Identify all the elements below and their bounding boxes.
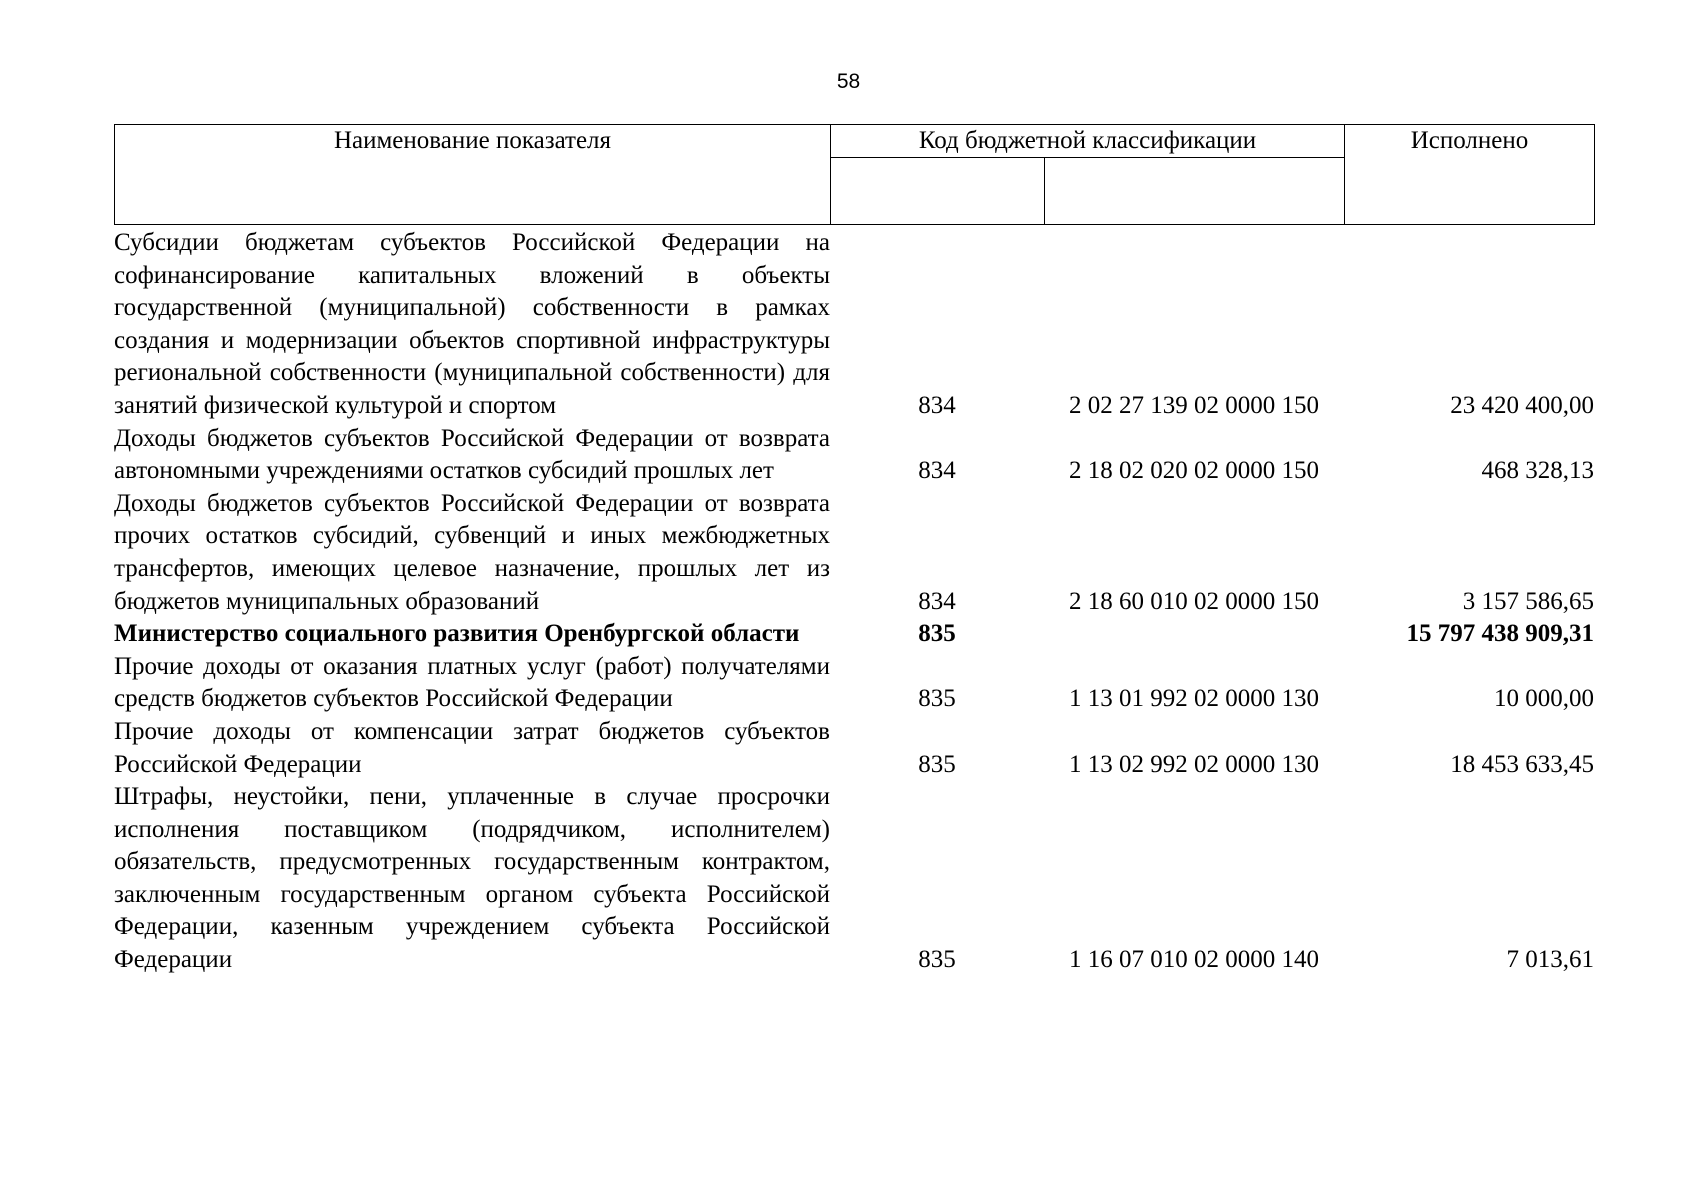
row-org-code: 835	[918, 946, 956, 974]
row-budget-code: 2 18 60 010 02 0000 150	[1069, 587, 1319, 615]
row-name: Доходы бюджетов субъектов Российской Федерации от возврата прочих остатков субсидий, субвенций и иных межбюджетных трансфертов, имеющих целевое назначение, прошлых лет из бюджетов муниципальных образований	[114, 489, 830, 615]
page-number: 58	[836, 70, 861, 93]
table-row	[114, 227, 1594, 423]
row-amount: 3 157 586,65	[1462, 587, 1594, 615]
table-header	[114, 124, 1595, 225]
table-row	[114, 423, 1594, 488]
table-row	[114, 716, 1594, 781]
row-budget-code: 1 16 07 010 02 0000 140	[1069, 946, 1319, 974]
row-name: Доходы бюджетов субъектов Российской Федерации от возврата автономными учреждениями остатков субсидий прошлых лет	[114, 424, 830, 485]
table-row	[114, 781, 1594, 977]
row-amount: 18 453 633,45	[1450, 750, 1594, 778]
row-budget-code: 1 13 02 992 02 0000 130	[1069, 750, 1319, 778]
table-body	[114, 227, 1594, 977]
row-org-code: 835	[918, 685, 956, 713]
row-org-code: 834	[918, 457, 956, 485]
row-amount: 23 420 400,00	[1450, 391, 1594, 419]
header-subcol-org	[831, 158, 1045, 225]
row-amount: 15 797 438 909,31	[1406, 620, 1594, 648]
row-amount: 468 328,13	[1481, 457, 1594, 485]
row-budget-code: 2 18 02 020 02 0000 150	[1069, 457, 1319, 485]
row-name: Министерство социального развития Оренбургской области	[114, 620, 800, 648]
row-budget-code: 1 13 01 992 02 0000 130	[1069, 685, 1319, 713]
table-row-ministry	[114, 618, 1594, 651]
row-name: Субсидии бюджетам субъектов Российской Федерации на софинансирование капитальных вложений в объекты государственной (муниципальной) собственности в рамках создания и модернизации объектов спортивной инфраструктуры региональной собственности (муниципальной собственности) для занятий физической культурой и спортом	[114, 229, 830, 419]
row-org-code: 834	[918, 391, 956, 419]
row-org-code: 835	[918, 750, 956, 778]
row-amount: 10 000,00	[1494, 685, 1594, 713]
header-name: Наименование показателя	[115, 125, 831, 225]
header-subcol-code	[1045, 158, 1345, 225]
header-budget-code: Код бюджетной классификации	[831, 125, 1345, 158]
table-row	[114, 488, 1594, 618]
row-name: Прочие доходы от компенсации затрат бюджетов субъектов Российской Федерации	[114, 717, 830, 778]
budget-document	[114, 124, 1594, 977]
row-name: Штрафы, неустойки, пени, уплаченные в случае просрочки исполнения поставщиком (подрядчиком, исполнителем) обязательств, предусмотренных государственным контрактом, заключенным государственным органом субъекта Российской Федерации, казенным учреждением субъекта Российской Федерации	[114, 783, 830, 974]
header-executed: Исполнено	[1345, 125, 1595, 225]
row-budget-code: 2 02 27 139 02 0000 150	[1069, 391, 1319, 419]
table-row	[114, 651, 1594, 716]
row-org-code: 835	[918, 620, 956, 648]
row-name: Прочие доходы от оказания платных услуг (работ) получателями средств бюджетов субъектов Российской Федерации	[114, 652, 830, 713]
row-org-code: 834	[918, 587, 956, 615]
row-amount: 7 013,61	[1506, 946, 1594, 974]
